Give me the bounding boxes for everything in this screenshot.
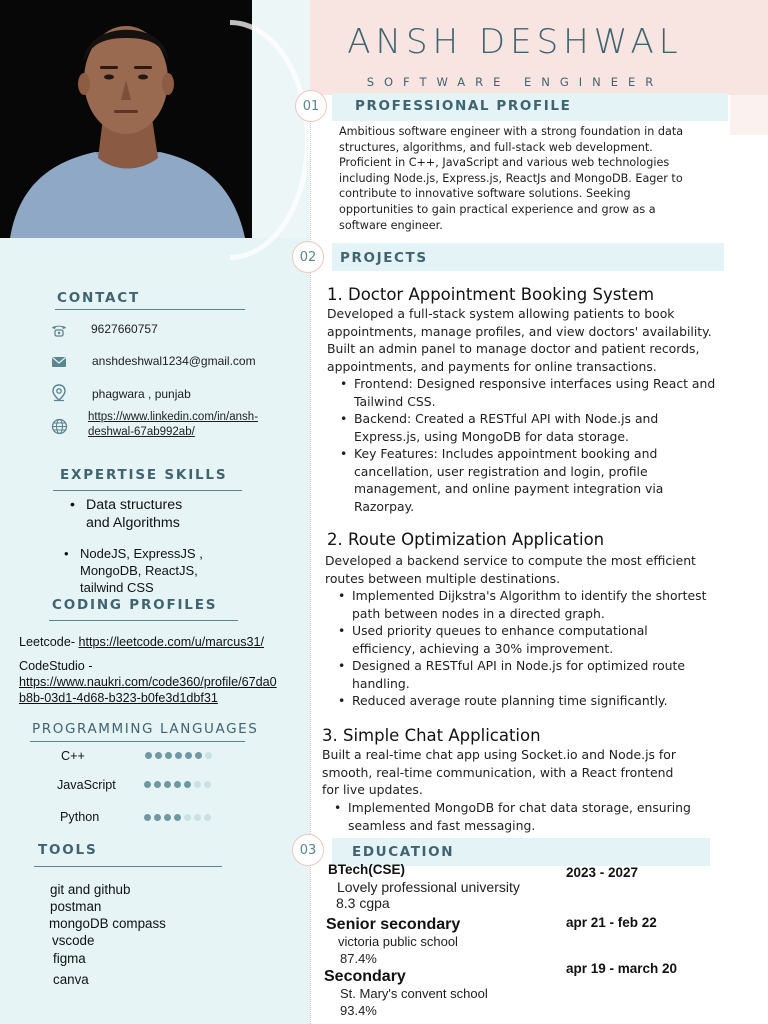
- education-dates: apr 19 - march 20: [566, 961, 678, 976]
- project-bullets: [324, 799, 756, 834]
- list-item: • Reduced average route planning time significantly.: [328, 692, 760, 710]
- rating-dot: [184, 781, 191, 788]
- rating-dot: [164, 781, 171, 788]
- leetcode-label: Leetcode-: [19, 635, 79, 649]
- contact-email[interactable]: anshdeshwal1234@gmail.com: [92, 354, 256, 368]
- rating-dot: [154, 814, 161, 821]
- rating-dot: [175, 752, 182, 759]
- rating-dot: [194, 814, 201, 821]
- candidate-name: ANSH DESHWAL: [347, 22, 683, 62]
- rating-dot: [204, 781, 211, 788]
- project-desc-line: appointments, and payments for online transactions.: [327, 358, 657, 374]
- coding-profiles-divider: [49, 620, 238, 621]
- tools-divider: [34, 866, 222, 867]
- project-desc-line: for live updates.: [322, 782, 423, 797]
- language-name: Python: [60, 810, 100, 824]
- profile-line: contribute to innovative software solutions. Seeking: [339, 187, 631, 201]
- rating-dot: [144, 814, 151, 821]
- list-item: • Data structures and Algorithms: [70, 496, 182, 532]
- list-item: • Key Features: Includes appointment booking and cancellation, user registration and login, profile management, and online payment integration via Razorpay.: [330, 445, 762, 515]
- list-item: • Backend: Created a RESTful API with Node.js and Express.js, using MongoDB for data storage.: [330, 410, 762, 445]
- education-degree: Secondary: [324, 968, 406, 985]
- tool-item: canva: [53, 972, 89, 987]
- portrait-illustration: [0, 0, 252, 238]
- project-bullets: [328, 587, 760, 710]
- profile-line: Ambitious software engineer with a strong foundation in data: [339, 125, 684, 138]
- list-item: • Used priority queues to enhance computational efficiency, achieving a 30% improvement.: [328, 622, 760, 657]
- contact-phone[interactable]: 9627660757: [91, 322, 158, 336]
- project-description: [327, 305, 762, 375]
- bullet-line: Implemented MongoDB for chat data storage, ensuring: [348, 800, 691, 815]
- education-section-number: 03: [292, 834, 324, 866]
- contact-heading: CONTACT: [57, 290, 141, 306]
- leetcode-link[interactable]: https://leetcode.com/u/marcus31/: [78, 635, 265, 649]
- education-school: Lovely professional university: [337, 879, 520, 895]
- project-title: 3. Simple Chat Application: [322, 726, 541, 745]
- linkedin-link-line[interactable]: https://www.linkedin.com/in/ansh-: [88, 411, 259, 423]
- project-desc-line: Developed a full-stack system allowing patients to book: [327, 306, 675, 321]
- list-item: • Implemented MongoDB for chat data storage, ensuring seamless and fast messaging.: [324, 799, 756, 834]
- language-level: [144, 814, 211, 821]
- list-item: • NodeJS, ExpressJS , MongoDB, ReactJS, tailwind CSS: [64, 545, 203, 596]
- rating-dot: [154, 781, 161, 788]
- education-dates: 2023 - 2027: [566, 865, 639, 880]
- education-entry: [324, 968, 488, 1018]
- profile-photo: [0, 0, 252, 238]
- education-entry: [326, 916, 460, 966]
- list-item: • Implemented Dijkstra's Algorithm to identify the shortest path between nodes in a directed graph.: [328, 587, 760, 622]
- project-title: 2. Route Optimization Application: [327, 530, 605, 549]
- list-item: • Frontend: Designed responsive interfaces using React and Tailwind CSS.: [330, 375, 762, 410]
- mail-icon: [50, 353, 68, 371]
- contact-location: phagwara , punjab: [92, 387, 191, 401]
- tool-item: mongoDB compass: [49, 916, 166, 931]
- tools-heading: TOOLS: [38, 842, 98, 858]
- leetcode-entry: [19, 634, 264, 650]
- education-score: 8.3 cgpa: [336, 895, 390, 911]
- rating-dot: [164, 814, 171, 821]
- project-description: [322, 746, 757, 799]
- rating-dot: [165, 752, 172, 759]
- skills-divider: [53, 490, 242, 491]
- codestudio-link[interactable]: b8b-03d1-4d68-b323-b0fe3d1dbf31: [19, 691, 218, 705]
- languages-heading: PROGRAMMING LANGUAGES: [32, 721, 259, 737]
- rating-dot: [174, 781, 181, 788]
- rating-dot: [184, 814, 191, 821]
- profile-line: software engineer.: [339, 218, 443, 232]
- language-level: [145, 752, 212, 759]
- tool-item: figma: [53, 951, 86, 966]
- rating-dot: [155, 752, 162, 759]
- codestudio-entry: [19, 658, 277, 706]
- education-score: 93.4%: [340, 1003, 377, 1018]
- profile-section-title: PROFESSIONAL PROFILE: [355, 98, 572, 114]
- project-desc-line: smooth, real-time communication, with a React frontend: [322, 764, 674, 780]
- profile-line: structures, algorithms, and full-stack web development.: [339, 140, 653, 154]
- project-title: 1. Doctor Appointment Booking System: [327, 285, 655, 304]
- linkedin-link-line[interactable]: deshwal-67ab992ab/: [88, 426, 195, 438]
- profile-section-number: 01: [295, 90, 327, 122]
- rating-dot: [185, 752, 192, 759]
- coding-profiles-heading: CODING PROFILES: [52, 597, 218, 613]
- education-section-title: EDUCATION: [352, 844, 455, 860]
- language-name: C++: [61, 749, 85, 763]
- project-bullets: [330, 375, 762, 515]
- linkedin-link[interactable]: [88, 410, 258, 440]
- rating-dot: [144, 781, 151, 788]
- education-score: 87.4%: [340, 951, 377, 966]
- rating-dot: [174, 814, 181, 821]
- project-desc-line: appointments, manage profiles, and view doctors' availability.: [327, 323, 712, 339]
- globe-icon: [50, 417, 68, 435]
- list-item: • Designed a RESTful API in Node.js for optimized route handling.: [328, 657, 760, 692]
- skills-heading: EXPERTISE SKILLS: [60, 467, 228, 483]
- contact-divider: [55, 309, 245, 310]
- profile-line: opportunities to gain practical experience and grow as a: [339, 202, 656, 216]
- rating-dot: [205, 752, 212, 759]
- education-degree: BTech(CSE): [328, 862, 406, 877]
- language-name: JavaScript: [57, 778, 116, 792]
- skills-list: [70, 496, 182, 532]
- education-degree: Senior secondary: [326, 916, 461, 933]
- project-desc-line: Built an admin panel to manage doctor and patient records,: [327, 341, 700, 356]
- education-school: victoria public school: [338, 934, 458, 949]
- phone-icon: [50, 321, 68, 339]
- rating-dot: [204, 814, 211, 821]
- tool-item: postman: [50, 899, 102, 914]
- education-entry: [328, 862, 520, 911]
- rating-dot: [145, 752, 152, 759]
- projects-section-number: 02: [292, 241, 324, 273]
- languages-divider: [30, 741, 245, 742]
- language-level: [144, 781, 211, 788]
- tool-item: git and github: [50, 882, 131, 897]
- skills-list: [64, 545, 203, 596]
- projects-section-title: PROJECTS: [340, 250, 428, 266]
- project-desc-line: Developed a backend service to compute the most efficient: [325, 553, 696, 568]
- profile-line: including Node.js, Express.js, ReactJs and MongoDB. Eager to: [339, 171, 683, 185]
- project-description: [325, 552, 760, 587]
- timeline-line: [310, 95, 311, 1024]
- candidate-role: SOFTWARE ENGINEER: [366, 75, 664, 89]
- tool-item: vscode: [52, 933, 95, 948]
- project-desc-line: routes between multiple destinations.: [325, 570, 561, 586]
- rating-dot: [195, 752, 202, 759]
- rating-dot: [194, 781, 201, 788]
- profile-line: Proficient in C++, JavaScript and various web technologies: [339, 156, 670, 170]
- education-school: St. Mary's convent school: [340, 986, 488, 1001]
- codestudio-label: CodeStudio -: [19, 659, 93, 673]
- profile-summary: [339, 124, 759, 233]
- location-pin-icon: [50, 384, 68, 402]
- education-dates: apr 21 - feb 22: [566, 915, 657, 930]
- codestudio-link[interactable]: https://www.naukri.com/code360/profile/67da0: [19, 675, 277, 689]
- project-desc-line: Built a real-time chat app using Socket.io and Node.js for: [322, 747, 676, 762]
